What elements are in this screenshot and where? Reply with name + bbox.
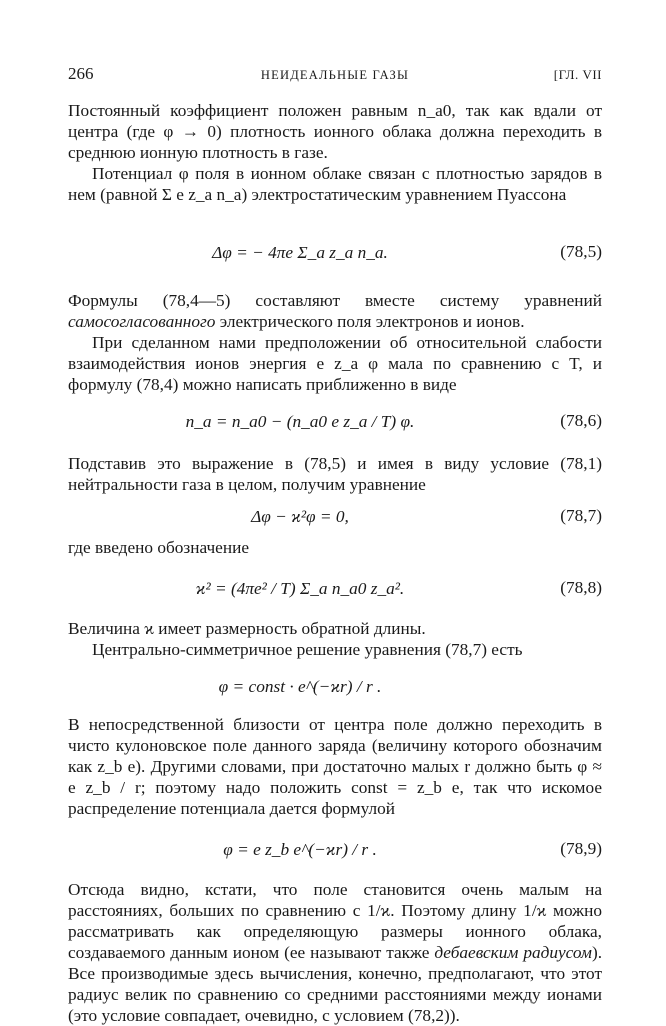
paragraph-1: Постоянный коэффициент положен равным n_a0, так как вдали от центра (где φ → 0) плотность ионного облака должна переходить в среднюю ионную плотность в газе. (68, 101, 602, 162)
equation-number: (78,7) (560, 506, 602, 525)
equation-number: (78,6) (560, 411, 602, 430)
equation-formula: n_a = n_a0 − (n_a0 e z_a / T) φ. (185, 411, 415, 431)
equation-formula: φ = e z_b e^(−ϰr) / r . (223, 839, 377, 859)
equation-number: (78,9) (560, 839, 602, 858)
equation-number: (78,8) (560, 578, 602, 597)
paragraph-10: Отсюда видно, кстати, что поле становится очень малым на расстояниях, больших по сравнению с 1/ϰ. Поэтому длину 1/ϰ можно рассматривать как определяющую размеры ионного облака, создаваемого данным ионом (ее называют также дебаевским радиусом). Все производимые здесь вычисления, конечно, предполагают, что этот радиус велик по сравнению со средними расстояниями между ионами (это условие совпадает, очевидно, с условием (78,2)). (68, 880, 603, 1025)
paragraph-5: Подставив это выражение в (78,5) и имея в виду условие (78,1) нейтральности газа в целом, получим уравнение (68, 454, 602, 494)
page-number: 266 (68, 64, 94, 83)
chapter-label: [ГЛ. VII (553, 67, 602, 82)
equation-78-8 (68, 558, 602, 618)
paragraph-9: В непосредственной близости от центра поле должно переходить в чисто кулоновское поле данного заряда (величину которого обозначим как z_b e). Другими словами, при достаточно малых r должно быть φ ≈ e z_b / r; поэтому надо положить const = z_b e, так что искомое распределение потенциала дается формулой (68, 715, 602, 818)
equation-number: (78,5) (560, 242, 602, 261)
running-title: НЕИДЕАЛЬНЫЕ ГАЗЫ (260, 68, 410, 82)
paragraph-6: где введено обозначение (68, 538, 249, 557)
equation-formula: Δφ = − 4πe Σ_a z_a n_a. (212, 242, 388, 262)
italic-term: дебаевским радиусом (434, 943, 592, 962)
paragraph-8: Центрально-симметричное решение уравнения (78,7) есть (92, 640, 523, 659)
equation-formula: Δφ − ϰ²φ = 0, (251, 506, 349, 526)
equation-78-6 (68, 395, 602, 447)
paragraph-3-text: Формулы (78,4—5) составляют вместе систему уравнений самосогласованного электрического поля электронов и ионов. (68, 291, 602, 331)
equation-78-9 (68, 819, 602, 879)
paragraph-2: Потенциал φ поля в ионном облаке связан с плотностью зарядов в нем (равной Σ e z_a n_a) электростатическим уравнением Пуассона (68, 164, 602, 204)
running-header (68, 64, 602, 88)
equation-formula: ϰ² = (4πe² / T) Σ_a n_a0 z_a². (195, 578, 405, 598)
equation-78-7 (68, 495, 602, 537)
equation-78-5 (68, 226, 602, 278)
equation-const (68, 660, 602, 712)
paragraph-3 (68, 290, 602, 332)
italic-term: самосогласованного (68, 312, 216, 331)
paragraph-7: Величина ϰ имеет размерность обратной длины. (68, 619, 426, 638)
equation-formula: φ = const · e^(−ϰr) / r . (218, 676, 382, 696)
page-body (68, 100, 602, 1026)
paragraph-4: При сделанном нами предположении об относительной слабости взаимодействия ионов энергия e z_a φ мала по сравнению с T, и формулу (78,4) можно написать приближенно в виде (68, 333, 602, 394)
